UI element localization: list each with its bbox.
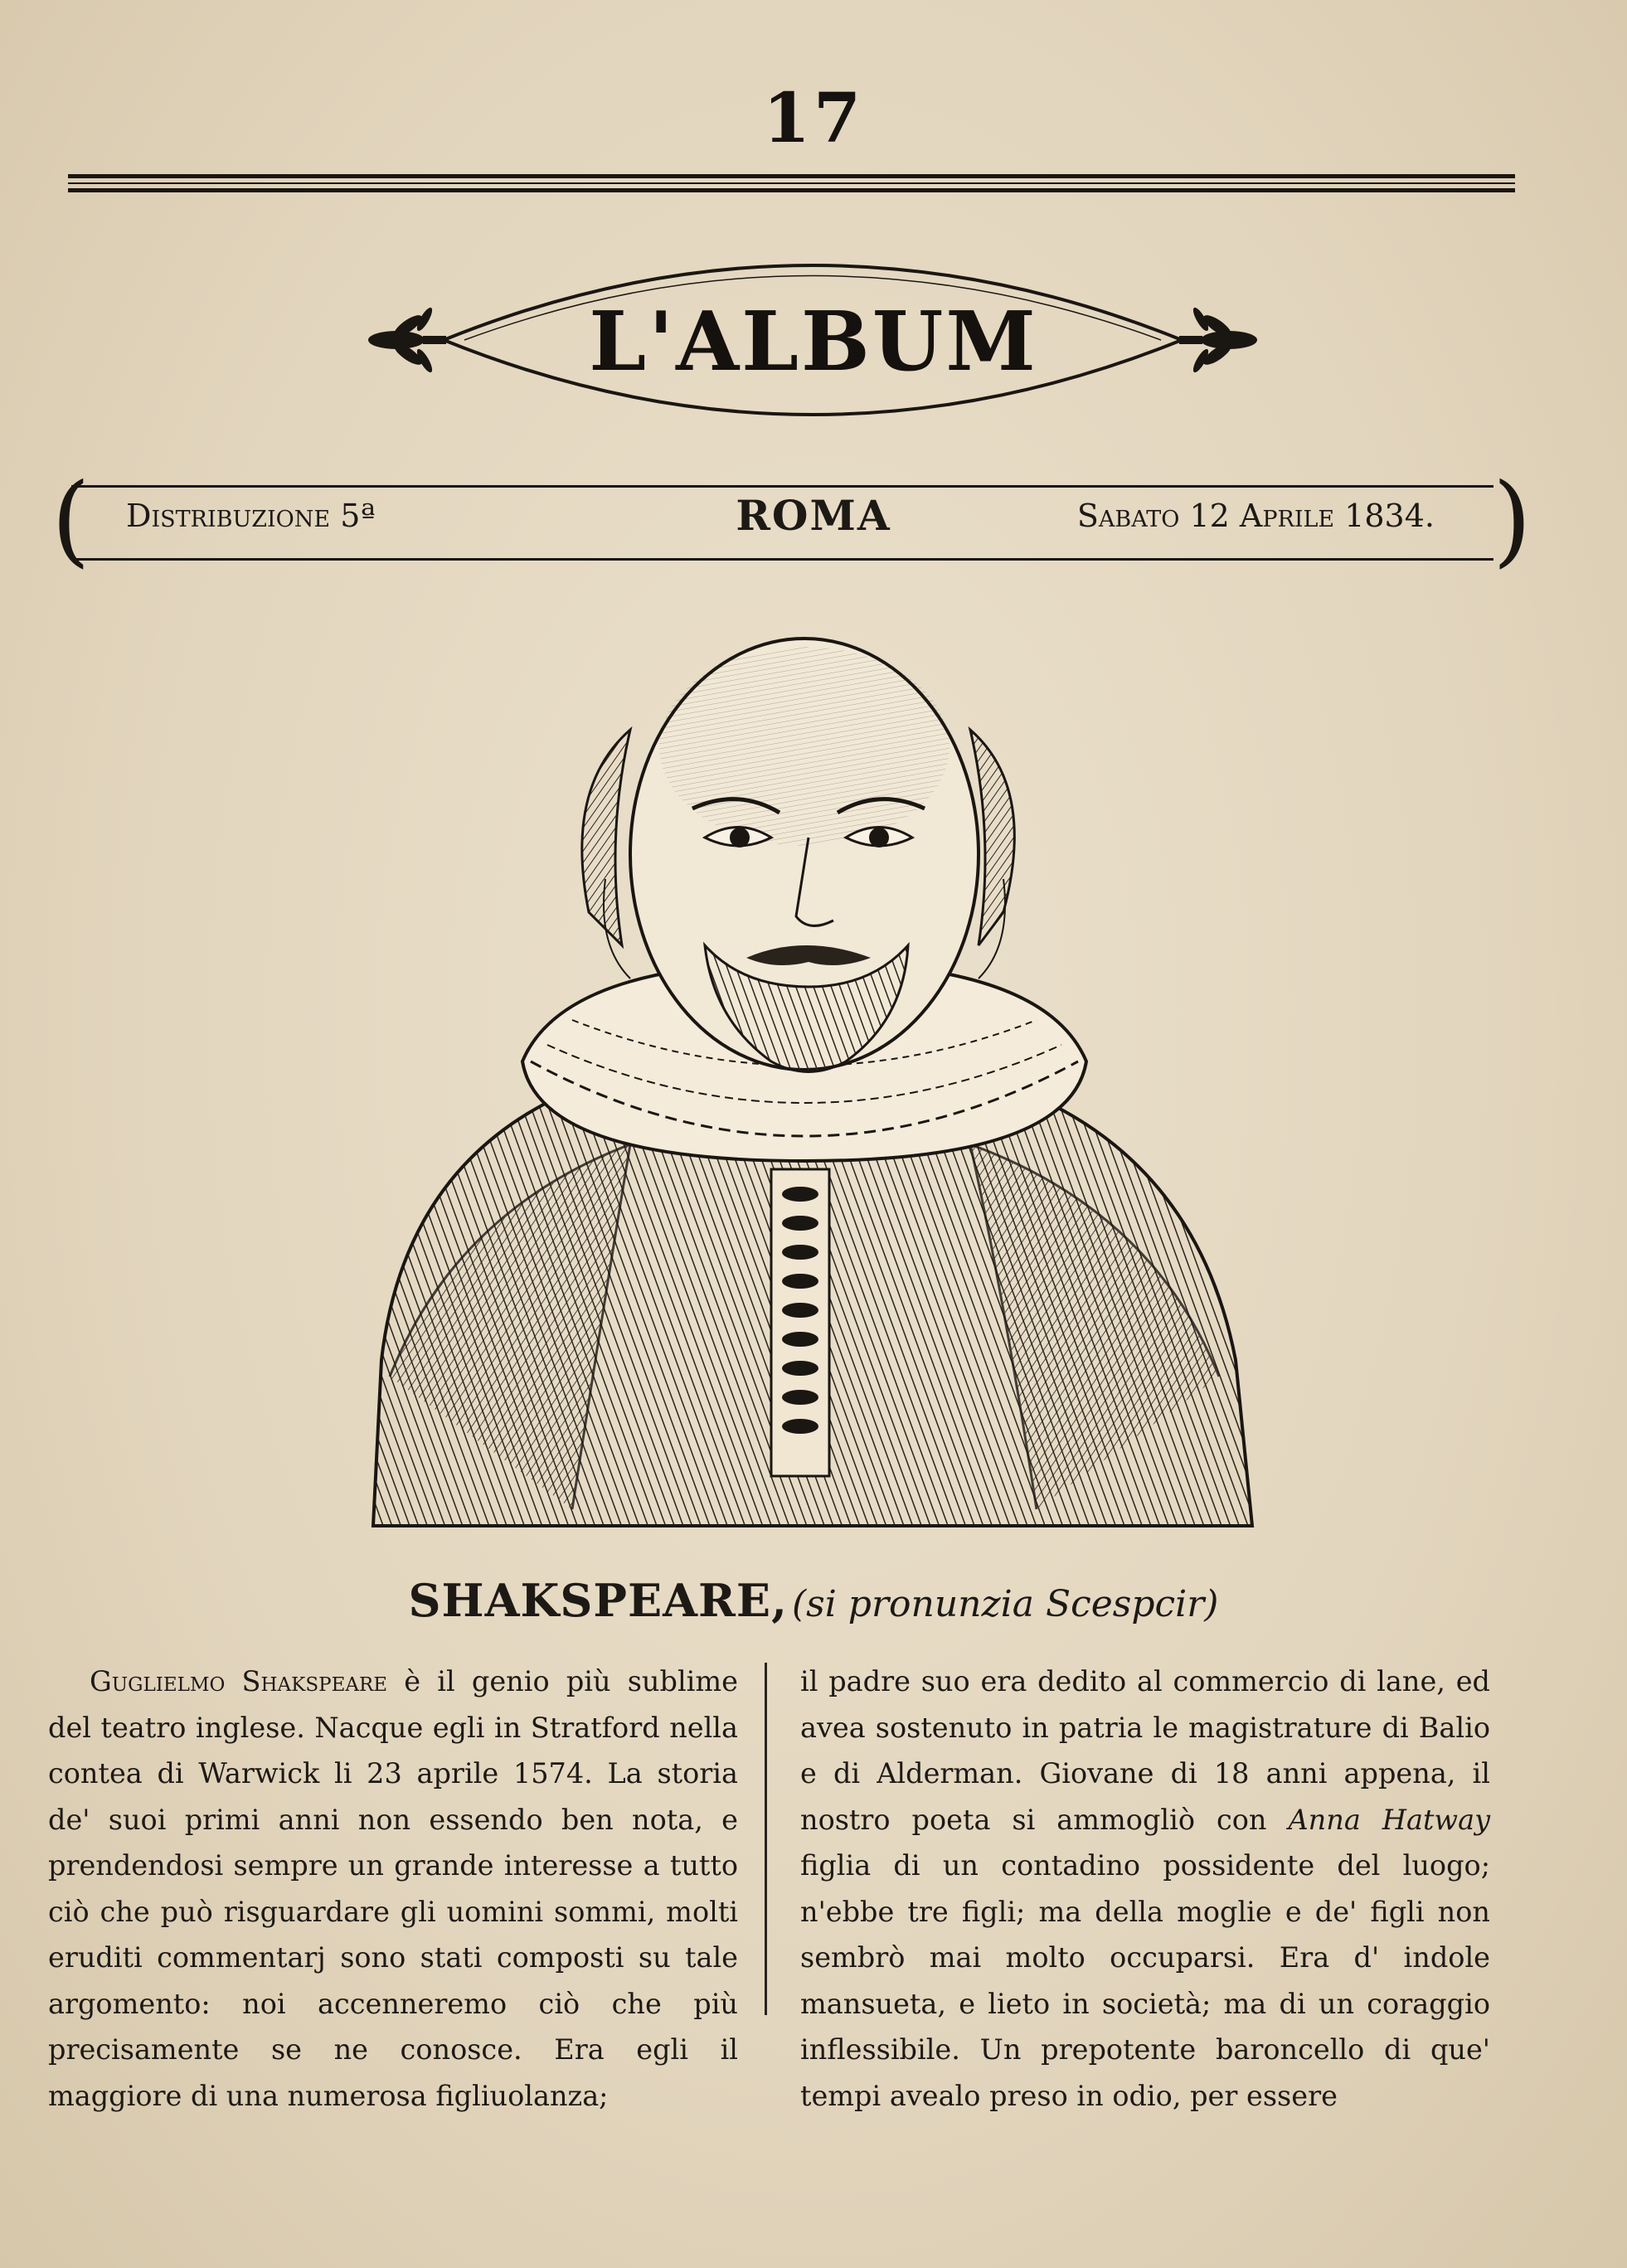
right-bracket: ) <box>1493 463 1532 578</box>
column-text: figlia di un contadino possidente del luogo; n'ebbe tre figli; ma della moglie e de' figli non sembrò mai molto occuparsi. Era d' indole mansueta, e lieto in società; ma di un coraggio inflessibile. Un prepotente baroncello di que' tempi avealo preso in odio, per essere <box>800 1849 1490 2112</box>
masthead-title: L'ALBUM <box>589 294 1038 390</box>
left-bracket: ( <box>51 463 90 578</box>
column-text: il padre suo era dedito al commercio di lane, ed avea sostenuto in patria le magistrature di Balio e di Alderman. Giovane di 18 anni appena, il nostro poeta si ammogliò con <box>800 1665 1490 1836</box>
article-title-name: SHAKSPEARE, <box>408 1574 788 1627</box>
article-column-left <box>48 1659 738 2119</box>
article-title <box>0 1574 1627 1627</box>
date-label: Sabato 12 Aprile 1834. <box>1076 498 1435 534</box>
page-number: 17 <box>762 79 865 158</box>
column-divider <box>765 1663 767 2015</box>
lead-name: Guglielmo Shakspeare <box>90 1665 388 1697</box>
column-text: è il genio più sublime del teatro inglese. Nacque egli in Stratford nella contea di Warwick li 23 aprile 1574. La storia de' suoi primi anni non essendo ben nota, e prendendosi sempre un grande interesse a tutto ciò che può risguardare gli uomini sommi, molti eruditi commentarj sono stati composti su tale argomento: noi accenneremo ciò che più precisamente se ne conosce. Era egli il maggiore di una numerosa figliuolanza; <box>48 1665 738 2112</box>
article-pronunciation: (si pronunzia Scespcir) <box>791 1583 1219 1625</box>
wife-name: Anna Hatway <box>1288 1803 1491 1836</box>
portrait-engraving <box>357 630 1269 1542</box>
distribution-label: Distribuzione 5ª <box>126 498 376 534</box>
city-label: ROMA <box>736 491 891 540</box>
header-rule <box>68 174 1515 192</box>
article-column-right <box>800 1659 1490 2119</box>
